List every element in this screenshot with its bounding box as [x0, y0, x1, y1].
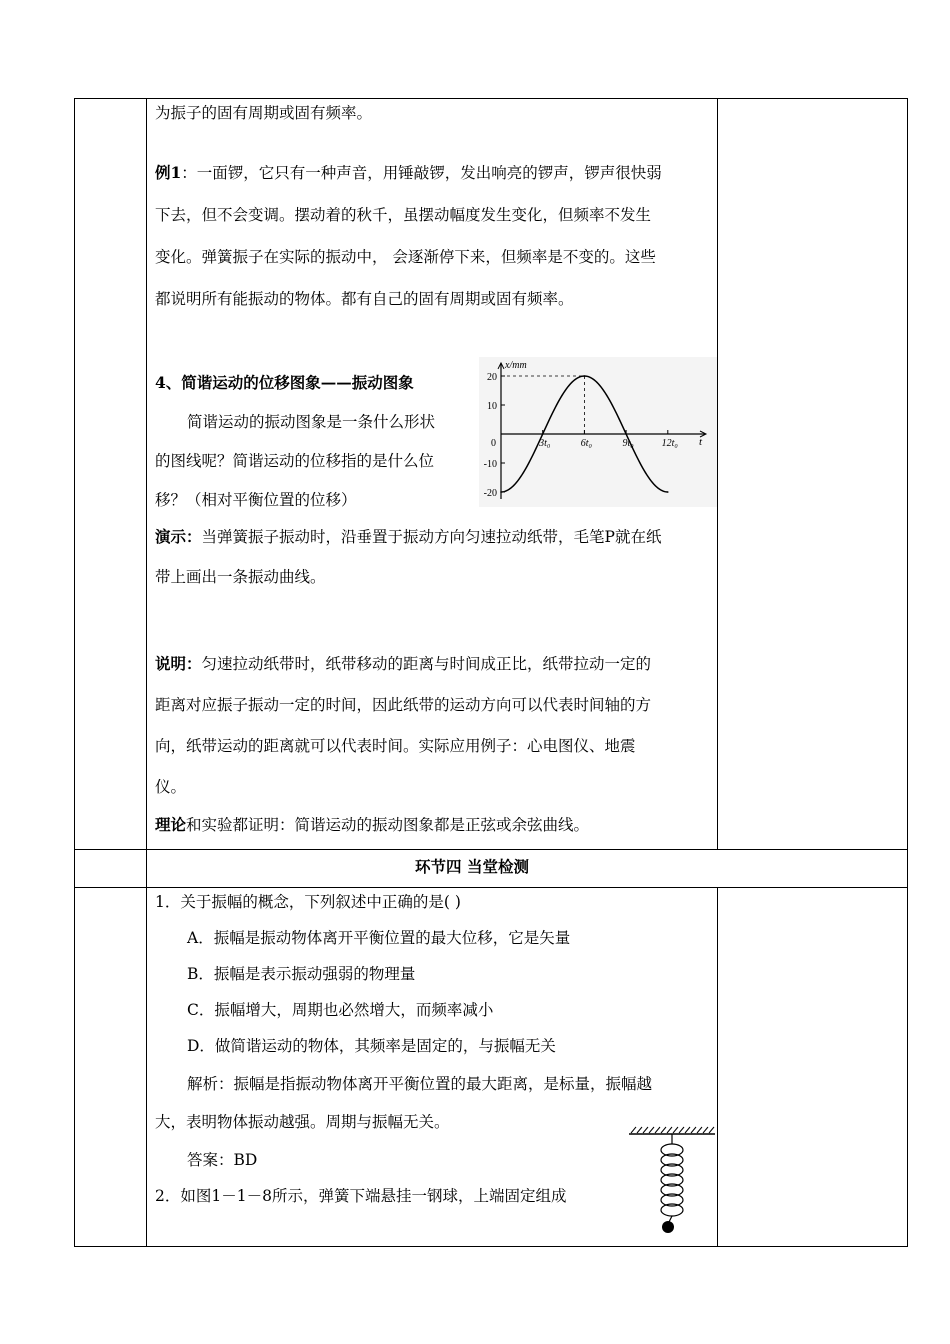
x-axis-label: t — [699, 436, 703, 448]
heading-left-cell — [75, 850, 147, 888]
option-c: C．振幅增大，周期也必然增大，而频率减小 — [187, 1001, 494, 1019]
question-line-2: 的图线呢？简谐运动的位移指的是什么位 — [155, 452, 435, 470]
explain-line-2: 距离对应振子振动一定的时间，因此纸带的运动方向可以代表时间轴的方 — [155, 696, 652, 714]
data-point — [625, 433, 627, 435]
explain-line-3: 向，纸带运动的距离就可以代表时间。实际应用例子：心电图仪、地震 — [155, 737, 636, 755]
data-point — [667, 491, 669, 493]
exercise-row — [75, 888, 908, 1247]
ceiling-hatching-icon — [631, 1127, 714, 1133]
analysis-line-2: 大，表明物体振动越强。周期与振幅无关。 — [155, 1113, 450, 1131]
right-margin-cell — [718, 99, 908, 850]
y-tick-label: -20 — [483, 488, 497, 499]
exercise-left-cell — [75, 888, 147, 1247]
theory-text: 和实验都证明：简谐运动的振动图象都是正弦或余弦曲线。 — [186, 816, 590, 834]
demo-line-1 — [155, 527, 661, 547]
x-tick-label: 3t₀ — [539, 438, 551, 449]
question-line-3: 移？（相对平衡位置的位移） — [155, 491, 357, 509]
lesson-table — [74, 98, 908, 1247]
y-tick-label: -10 — [483, 459, 497, 470]
demo-label: 演示： — [155, 527, 202, 546]
question-line-1: 简谐运动的振动图象是一条什么形状 — [187, 413, 436, 431]
question-2: 2．如图1－1－8所示，弹簧下端悬挂一钢球，上端固定组成 — [155, 1187, 567, 1205]
analysis-line-1: 解析：振幅是指振动物体离开平衡位置的最大距离，是标量，振幅越 — [187, 1075, 653, 1093]
intro-line: 为振子的固有周期或固有频率。 — [155, 104, 373, 122]
vibration-chart — [479, 357, 717, 507]
left-margin-cell — [75, 99, 147, 850]
exercise-content-cell — [147, 888, 718, 1247]
option-d: D．做简谐运动的物体，其频率是固定的，与振幅无关 — [187, 1037, 556, 1055]
y-axis-label: x/mm — [505, 359, 527, 371]
content-row — [75, 99, 908, 850]
exercise-right-cell — [718, 888, 908, 1247]
section-heading-row — [75, 850, 908, 888]
x-tick-label: 9t₀ — [622, 438, 634, 449]
explain-line-1 — [155, 654, 651, 674]
y-tick-label: 10 — [487, 401, 497, 412]
demo-line-2: 带上画出一条振动曲线。 — [155, 568, 326, 586]
heading-cell — [147, 850, 908, 888]
data-point — [584, 375, 586, 377]
section-title: 环节四 当堂检测 — [415, 857, 529, 876]
main-content-cell — [147, 99, 718, 850]
explain-line-4: 仪。 — [155, 778, 187, 796]
heading-4: 4、简谐运动的位移图象——振动图象 — [155, 373, 414, 392]
theory-label: 理论 — [155, 815, 187, 834]
x-tick-label: 12t₀ — [661, 438, 678, 449]
data-point — [542, 433, 544, 435]
example-line-2: 下去，但不会变调。摆动着的秋千，虽摆动幅度发生变化，但频率不发生 — [155, 206, 652, 224]
explain-label: 说明： — [155, 654, 202, 673]
example-line-4: 都说明所有能振动的物体。都有自己的固有周期或固有频率。 — [155, 290, 574, 308]
x-tick-label: 0 — [491, 438, 496, 449]
theory-line — [155, 815, 589, 835]
x-tick-label: 6t₀ — [580, 438, 593, 449]
y-tick-label: 20 — [487, 372, 497, 383]
example-text-1: ：一面锣，它只有一种声音，用锤敲锣，发出响亮的锣声，锣声很快弱 — [181, 164, 662, 182]
example-label: 例1 — [155, 163, 182, 182]
demo-text-1: 当弹簧振子振动时，沿垂置于振动方向匀速拉动纸带，毛笔P就在纸 — [201, 528, 662, 546]
option-b: B．振幅是表示振动强弱的物理量 — [187, 965, 416, 983]
question-1: 1．关于振幅的概念，下列叙述中正确的是( ) — [155, 893, 461, 911]
spring-bottom-wire — [669, 1216, 672, 1222]
data-point — [500, 491, 502, 493]
explain-text-1: 匀速拉动纸带时，纸带移动的距离与时间成正比，纸带拉动一定的 — [201, 655, 652, 673]
example-line-1 — [155, 163, 662, 183]
steel-ball-icon — [662, 1221, 674, 1233]
answer-line: 答案：BD — [187, 1151, 258, 1169]
spring-figure — [627, 1126, 717, 1244]
example-line-3: 变化。弹簧振子在实际的振动中， 会逐渐停下来，但频率是不变的。这些 — [155, 248, 656, 266]
spring-coil-icon — [661, 1144, 683, 1216]
option-a: A．振幅是振动物体离开平衡位置的最大位移，它是矢量 — [187, 929, 571, 947]
